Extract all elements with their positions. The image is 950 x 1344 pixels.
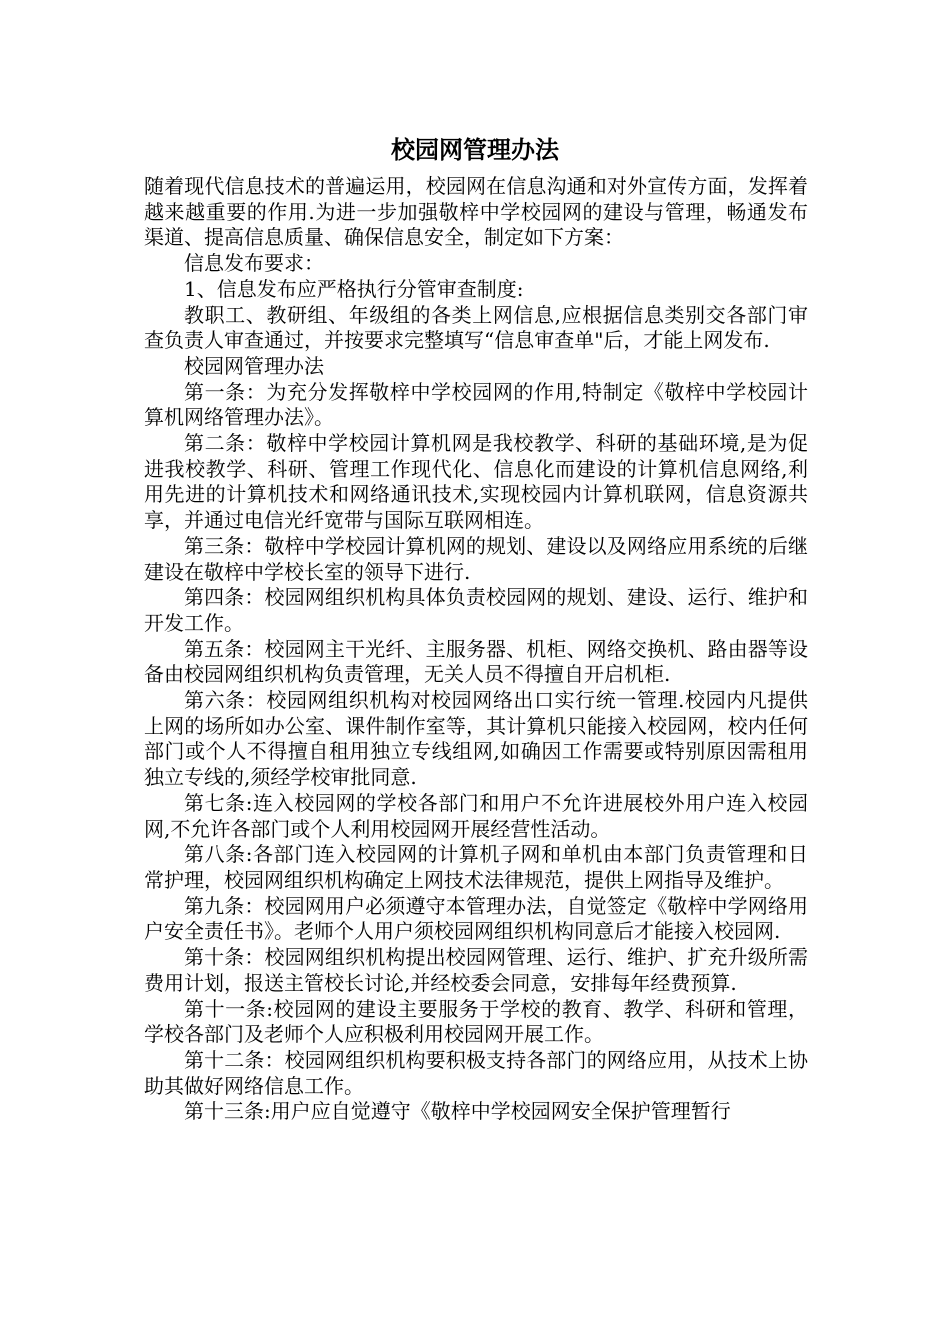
article-6: 第六条：校园网组织机构对校园网络出口实行统一管理.校园内凡提供上网的场所如办公室、课件制作室等，其计算机只能接入校园网，校内任何部门或个人不得擅自租用独立专线组网,如确因工作需要或特别原因需租用独立专线的,须经学校审批同意. bbox=[144, 688, 808, 790]
article-3: 第三条：敬梓中学校园计算机网的规划、建设以及网络应用系统的后继建设在敬梓中学校长室的领导下进行. bbox=[144, 533, 808, 584]
article-4: 第四条：校园网组织机构具体负责校园网的规划、建设、运行、维护和开发工作。 bbox=[144, 585, 808, 635]
article-13: 第十三条:用户应自觉遵守《敬梓中学校园网安全保护管理暂行 bbox=[184, 1099, 731, 1124]
article-12: 第十二条：校园网组织机构要积极支持各部门的网络应用，从技术上协助其做好网络信息工作。 bbox=[144, 1047, 808, 1098]
article-8: 第八条:各部门连入校园网的计算机子网和单机由本部门负责管理和日常护理，校园网组织机构确定上网技术法律规范，提供上网指导及维护。 bbox=[144, 842, 808, 892]
article-9: 第九条：校园网用户必须遵守本管理办法，自觉签定《敬梓中学网络用户安全责任书》。老师个人用户须校园网组织机构同意后才能接入校园网. bbox=[144, 893, 808, 944]
article-7: 第七条:连入校园网的学校各部门和用户不允许进展校外用户连入校园网,不允许各部门或个人利用校园网开展经营性活动。 bbox=[144, 790, 808, 841]
document-body bbox=[144, 174, 808, 1125]
paragraph: 1、信息发布应严格执行分管审查制度: bbox=[184, 276, 524, 301]
paragraph: 随着现代信息技术的普遍运用，校园网在信息沟通和对外宣传方面，发挥着越来越重要的作用.为进一步加强敬梓中学校园网的建设与管理，畅通发布渠道、提高信息质量、确保信息安全，制定如下方案： bbox=[144, 174, 808, 250]
paragraph: 信息发布要求： bbox=[184, 251, 324, 276]
document-title: 校园网管理办法 bbox=[391, 135, 559, 164]
article-1: 第一条：为充分发挥敬梓中学校园网的作用,特制定《敬梓中学校园计算机网络管理办法》。 bbox=[144, 379, 808, 430]
article-2: 第二条：敬梓中学校园计算机网是我校教学、科研的基础环境,是为促进我校教学、科研、管理工作现代化、信息化而建设的计算机信息网络,利用先进的计算机技术和网络通讯技术,实现校园内计算机联网，信息资源共享，并通过电信光纤宽带与国际互联网相连。 bbox=[144, 431, 808, 533]
article-11: 第十一条:校园网的建设主要服务于学校的教育、教学、科研和管理，学校各部门及老师个人应积极利用校园网开展工作。 bbox=[144, 996, 808, 1047]
paragraph: 教职工、教研组、年级组的各类上网信息,应根据信息类别交各部门审查负责人审查通过，并按要求完整填写“信息审查单"后，才能上网发布. bbox=[144, 302, 808, 353]
article-5: 第五条：校园网主干光纤、主服务器、机柜、网络交换机、路由器等设备由校园网组织机构负责管理，无关人员不得擅自开启机柜. bbox=[144, 636, 808, 687]
article-10: 第十条：校园网组织机构提出校园网管理、运行、维护、扩充升级所需费用计划，报送主管校长讨论,并经校委会同意，安排每年经费预算. bbox=[144, 945, 808, 995]
section-heading: 校园网管理办法 bbox=[184, 353, 324, 378]
